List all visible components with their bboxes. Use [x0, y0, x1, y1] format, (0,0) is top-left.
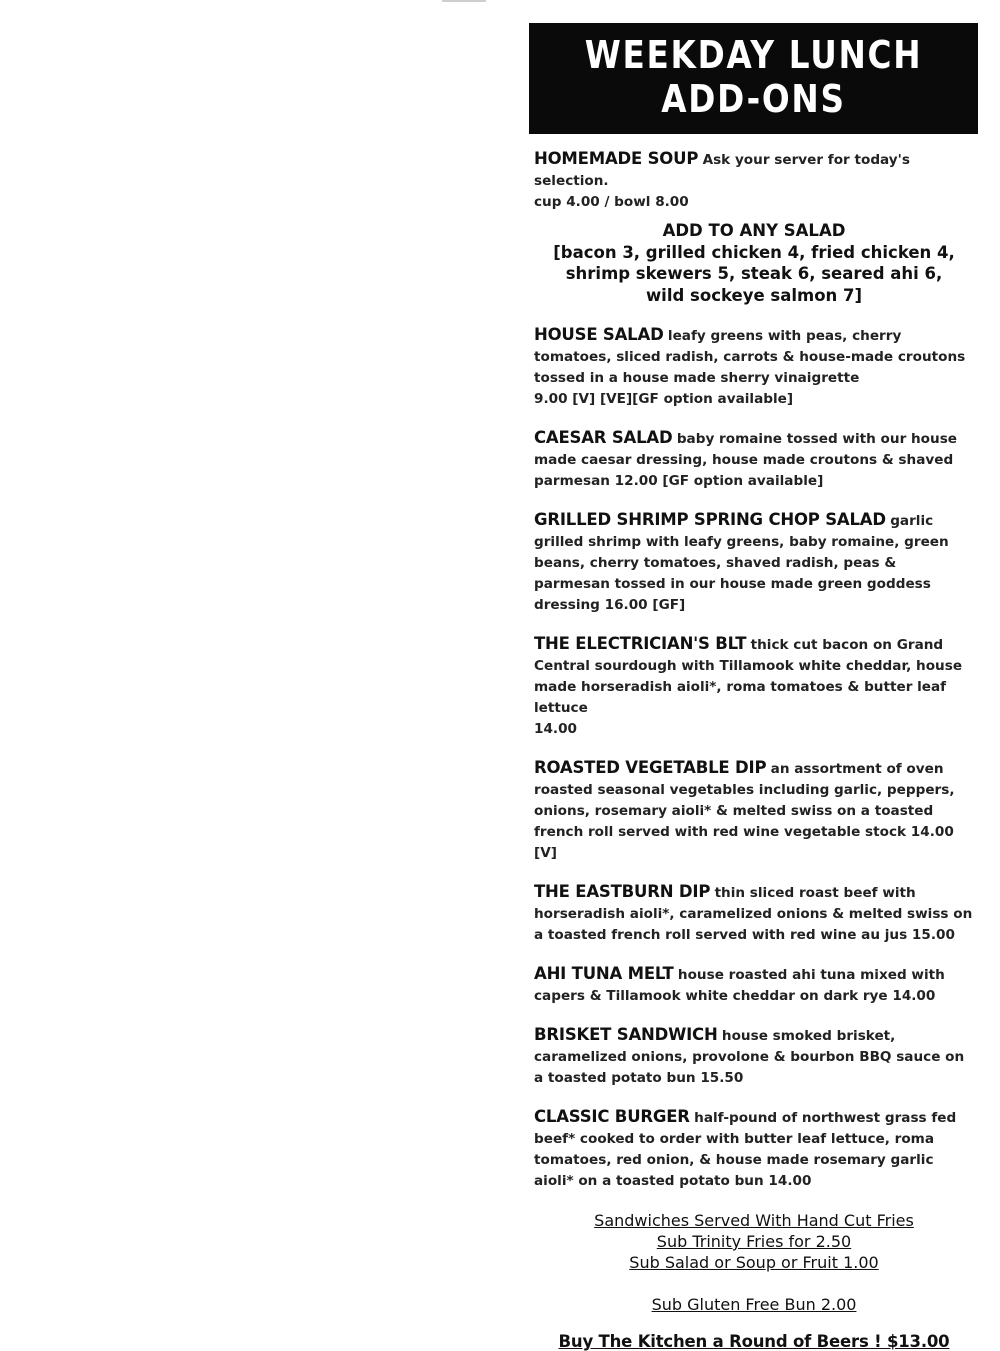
menu-item-soup	[534, 148, 974, 213]
item-description: thin sliced roast beef with horseradish aioli*, caramelized onions & melted swiss on a toasted french roll served with red wine au jus 15.00	[534, 885, 973, 943]
header-title-line2: ADD-ONS	[661, 77, 846, 121]
item-price: cup 4.00 / bowl 8.00	[534, 194, 689, 210]
header-title-line1: WEEKDAY LUNCH	[584, 33, 923, 77]
item-description: house roasted ahi tuna mixed with capers & Tillamook white cheddar on dark rye 14.00	[534, 967, 945, 1004]
item-name: ROASTED VEGETABLE DIP	[534, 758, 767, 777]
item-name: CAESAR SALAD	[534, 428, 673, 447]
menu-header-banner	[529, 23, 978, 134]
item-description: house smoked brisket, caramelized onions, provolone & bourbon BBQ sauce on a toasted potato bun 15.50	[534, 1028, 965, 1086]
item-description: an assortment of oven roasted seasonal vegetables including garlic, peppers, onions, rosemary aioli* & melted swiss on a toasted french roll served with red wine vegetable stock 14.00 [V]	[534, 761, 955, 861]
item-name: CLASSIC BURGER	[534, 1107, 690, 1126]
buy-kitchen-beers-note: Buy The Kitchen a Round of Beers ! $13.00	[558, 1332, 950, 1351]
item-name: THE EASTBURN DIP	[534, 882, 711, 901]
menu-item-brisket-sandwich	[534, 1024, 974, 1089]
page-edge-mark	[442, 0, 486, 2]
item-name: HOMEMADE SOUP	[534, 149, 699, 168]
item-description: thick cut bacon on Grand Central sourdough with Tillamook white cheddar, house made horseradish aioli*, roma tomatoes & butter leaf lettuce	[534, 637, 963, 716]
item-price: 9.00 [V] [VE][GF option available]	[534, 391, 794, 407]
item-description: half-pound of northwest grass fed beef* cooked to order with butter leaf lettuce, roma tomatoes, red onion, & house made rosemary garlic aioli* on a toasted potato bun 14.00	[534, 1110, 957, 1189]
menu-item-electricians-blt	[534, 633, 974, 740]
add-to-salad-title: ADD TO ANY SALAD	[662, 221, 846, 240]
menu-item-shrimp-chop-salad	[534, 509, 974, 616]
add-to-salad-options-line2: shrimp skewers 5, steak 6, seared ahi 6,	[565, 264, 943, 283]
menu-item-classic-burger	[534, 1106, 974, 1192]
note-gluten-free-bun: Sub Gluten Free Bun 2.00	[651, 1295, 857, 1314]
menu-item-caesar-salad	[534, 427, 974, 492]
menu-item-eastburn-dip	[534, 881, 974, 946]
menu-item-ahi-tuna-melt	[534, 963, 974, 1007]
menu-item-roasted-vegetable-dip	[534, 757, 974, 864]
item-name: AHI TUNA MELT	[534, 964, 674, 983]
item-description: leafy greens with peas, cherry tomatoes, sliced radish, carrots & house-made croutons tossed in a house made sherry vinaigrette	[534, 328, 966, 386]
item-description: Ask your server for today's selection.	[534, 152, 910, 189]
note-trinity-fries: Sub Trinity Fries for 2.50	[656, 1232, 852, 1251]
item-price: 14.00	[534, 721, 577, 737]
menu-content	[534, 148, 974, 1351]
item-name: THE ELECTRICIAN'S BLT	[534, 634, 747, 653]
item-name: HOUSE SALAD	[534, 325, 664, 344]
add-to-salad-options-line1: [bacon 3, grilled chicken 4, fried chicken 4,	[553, 242, 955, 262]
add-to-salad-section	[534, 220, 974, 306]
note-sub-salad-soup-fruit: Sub Salad or Soup or Fruit 1.00	[629, 1253, 879, 1272]
item-name: BRISKET SANDWICH	[534, 1025, 718, 1044]
item-name: GRILLED SHRIMP SPRING CHOP SALAD	[534, 510, 886, 529]
add-to-salad-options-line3: wild sockeye salmon 7]	[645, 285, 863, 305]
item-description: baby romaine tossed with our house made caesar dressing, house made croutons & shaved parmesan 12.00 [GF option available]	[534, 431, 958, 489]
menu-item-house-salad	[534, 324, 974, 410]
item-description: garlic grilled shrimp with leafy greens, baby romaine, green beans, cherry tomatoes, shaved radish, peas & parmesan tossed in our house made green goddess dressing 16.00 [GF]	[534, 513, 949, 613]
note-hand-cut-fries: Sandwiches Served With Hand Cut Fries	[594, 1211, 914, 1230]
sides-notes	[534, 1210, 974, 1315]
